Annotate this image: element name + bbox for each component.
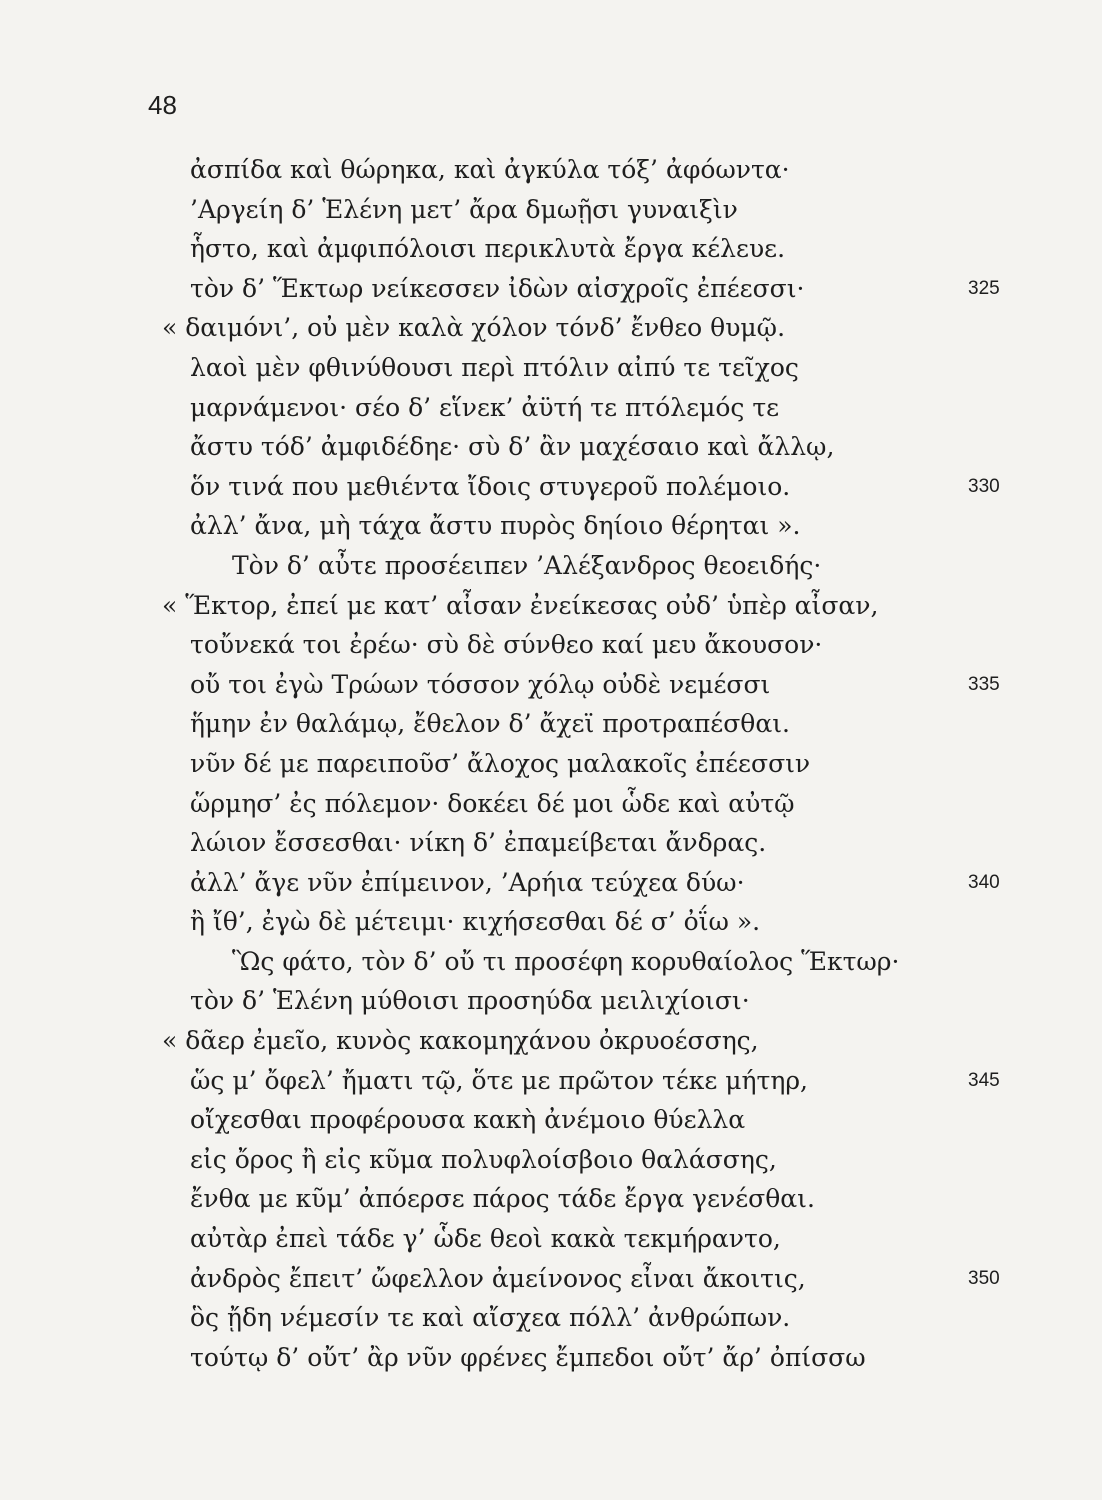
- verse-text: ἧστο, καὶ ἀμφιπόλοισι περικλυτὰ ἔργα κέλευε.: [190, 234, 786, 264]
- verse-line: [0, 1338, 1102, 1378]
- verse-line: [0, 427, 1102, 467]
- line-number: 325: [968, 277, 1000, 299]
- verse-line: [0, 1259, 1102, 1299]
- verse-line: [0, 744, 1102, 784]
- verse-block: [0, 150, 1102, 1377]
- verse-line: [0, 665, 1102, 705]
- verse-line: [0, 1219, 1102, 1259]
- verse-line: [0, 546, 1102, 586]
- verse-line: [0, 863, 1102, 903]
- line-number: 340: [968, 871, 1000, 893]
- verse-text: οὔ τοι ἐγὼ Τρώων τόσσον χόλῳ οὐδὲ νεμέσσι: [190, 669, 771, 699]
- page-number: 48: [148, 90, 177, 120]
- verse-text: τὸν δ’ Ἕκτωρ νείκεσσεν ἰδὼν αἰσχροῖς ἐπέεσσι·: [190, 273, 805, 303]
- verse-line: [0, 269, 1102, 309]
- verse-text: αὐτὰρ ἐπεὶ τάδε γ’ ὧδε θεοὶ κακὰ τεκμήραντο,: [190, 1224, 781, 1254]
- verse-line: [0, 1298, 1102, 1338]
- verse-text: ἀλλ’ ἄνα, μὴ τάχα ἄστυ πυρὸς δηίοιο θέρηται ».: [190, 511, 801, 541]
- verse-text: ὥς μ’ ὄφελ’ ἤματι τῷ, ὅτε με πρῶτον τέκε μήτηρ,: [190, 1065, 808, 1095]
- verse-text: Ὣς φάτο, τὸν δ’ οὔ τι προσέφη κορυθαίολος Ἕκτωρ·: [232, 946, 900, 976]
- verse-line: [0, 308, 1102, 348]
- verse-text: τὸν δ’ Ἑλένη μύθοισι προσηύδα μειλιχίοισι·: [190, 986, 750, 1016]
- verse-line: [0, 348, 1102, 388]
- verse-text: ὃς ᾔδη νέμεσίν τε καὶ αἴσχεα πόλλ’ ἀνθρώπων.: [190, 1303, 791, 1333]
- line-number: 345: [968, 1069, 1000, 1091]
- verse-line: [0, 467, 1102, 507]
- verse-line: [0, 942, 1102, 982]
- verse-text: « δᾶερ ἐμεῖο, κυνὸς κακομηχάνου ὀκρυοέσσης,: [162, 1026, 759, 1056]
- verse-line: [0, 1021, 1102, 1061]
- verse-line: [0, 150, 1102, 190]
- verse-text: ἀλλ’ ἄγε νῦν ἐπίμεινον, ’Αρήια τεύχεα δύω·: [190, 867, 745, 897]
- verse-text: τούτῳ δ’ οὔτ’ ἂρ νῦν φρένες ἔμπεδοι οὔτ’ ἄρ’ ὀπίσσω: [190, 1342, 866, 1372]
- verse-text: ἢ ἴθ’, ἐγὼ δὲ μέτειμι· κιχήσεσθαι δέ σ’ ὀΐω ».: [190, 907, 761, 937]
- verse-text: « δαιμόνι’, οὐ μὲν καλὰ χόλον τόνδ’ ἔνθεο θυμῷ.: [162, 313, 786, 343]
- verse-text: εἰς ὄρος ἢ εἰς κῦμα πολυφλοίσβοιο θαλάσσης,: [190, 1144, 777, 1174]
- verse-line: [0, 784, 1102, 824]
- verse-text: ἄστυ τόδ’ ἀμφιδέδηε· σὺ δ’ ἂν μαχέσαιο καὶ ἄλλῳ,: [190, 432, 835, 462]
- verse-text: ἀσπίδα καὶ θώρηκα, καὶ ἀγκύλα τόξ’ ἀφόωντα·: [190, 155, 790, 184]
- verse-line: [0, 1061, 1102, 1101]
- verse-text: μαρνάμενοι· σέο δ’ εἵνεκ’ ἀϋτή τε πτόλεμός τε: [190, 392, 780, 422]
- verse-text: Τὸν δ’ αὖτε προσέειπεν ’Αλέξανδρος θεοειδής·: [232, 550, 822, 580]
- verse-text: λώιον ἔσσεσθαι· νίκη δ’ ἐπαμείβεται ἄνδρας.: [190, 828, 767, 858]
- verse-text: λαοὶ μὲν φθινύθουσι περὶ πτόλιν αἰπύ τε τεῖχος: [190, 352, 799, 382]
- verse-line: [0, 190, 1102, 230]
- verse-line: [0, 902, 1102, 942]
- verse-text: οἴχεσθαι προφέρουσα κακὴ ἀνέμοιο θύελλα: [190, 1105, 746, 1135]
- verse-text: ἀνδρὸς ἔπειτ’ ὤφελλον ἀμείνονος εἶναι ἄκοιτις,: [190, 1263, 806, 1293]
- line-number: 330: [968, 475, 1000, 497]
- verse-line: [0, 625, 1102, 665]
- verse-text: ἔνθα με κῦμ’ ἀπόερσε πάρος τάδε ἔργα γενέσθαι.: [190, 1184, 815, 1214]
- line-number: 350: [968, 1267, 1000, 1289]
- verse-line: [0, 586, 1102, 626]
- verse-line: [0, 1100, 1102, 1140]
- verse-text: ὅν τινά που μεθιέντα ἴδοις στυγεροῦ πολέμοιο.: [190, 471, 791, 501]
- verse-line: [0, 1179, 1102, 1219]
- verse-line: [0, 981, 1102, 1021]
- verse-line: [0, 704, 1102, 744]
- verse-text: ὥρμησ’ ἐς πόλεμον· δοκέει δέ μοι ὧδε καὶ αὐτῷ: [190, 788, 795, 818]
- verse-line: [0, 229, 1102, 269]
- verse-line: [0, 823, 1102, 863]
- line-number: 335: [968, 673, 1000, 695]
- verse-line: [0, 1140, 1102, 1180]
- verse-text: νῦν δέ με παρειποῦσ’ ἄλοχος μαλακοῖς ἐπέεσσιν: [190, 748, 811, 778]
- verse-text: τοὔνεκά τοι ἐρέω· σὺ δὲ σύνθεο καί μευ ἄκουσον·: [190, 630, 823, 660]
- verse-text: ἥμην ἐν θαλάμῳ, ἔθελον δ’ ἄχεϊ προτραπέσθαι.: [190, 709, 790, 739]
- verse-line: [0, 388, 1102, 428]
- verse-line: [0, 506, 1102, 546]
- verse-text: ’Αργείη δ’ Ἑλένη μετ’ ἄρα δμωῇσι γυναιξὶν: [190, 194, 738, 224]
- verse-text: « Ἕκτορ, ἐπεί με κατ’ αἶσαν ἐνείκεσας οὐδ’ ὑπὲρ αἶσαν,: [162, 590, 879, 620]
